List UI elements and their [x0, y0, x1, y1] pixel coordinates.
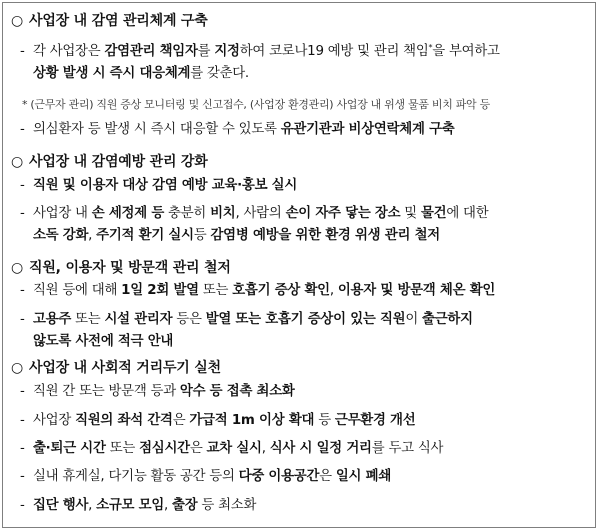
item-text: 등 — [314, 413, 335, 428]
section-title: 사업장 내 감염 관리체계 구축 — [29, 13, 208, 29]
item-dash: - — [20, 469, 25, 484]
section-3-heading — [11, 257, 231, 277]
section-4-item-1 — [20, 381, 295, 403]
bold-text: 소규모 모임 — [96, 498, 165, 513]
item-dash: - — [20, 122, 25, 137]
item-text: 사업장 내 — [33, 206, 92, 221]
section-4-item-5 — [20, 495, 256, 517]
bold-text: 점심시간 — [139, 441, 190, 456]
section-1-item-1 — [20, 37, 500, 85]
item-text: 실내 휴게실, 다기능 활동 공간 등의 — [33, 469, 239, 484]
item-line-continued — [20, 225, 488, 247]
item-line — [20, 498, 256, 513]
item-line — [20, 122, 454, 137]
bold-text: 1일 2회 발열 — [121, 283, 199, 298]
item-dash: - — [20, 312, 25, 327]
item-text: 또는 — [105, 441, 140, 456]
bold-text: 다중 이용공간 — [238, 469, 320, 484]
item-dash: - — [20, 44, 25, 59]
section-title: 사업장 내 감염예방 관리 강화 — [29, 154, 208, 170]
section-1-item-2 — [20, 119, 454, 141]
bold-text: 물건 — [420, 206, 447, 221]
bold-text: 출근하지 — [422, 312, 473, 327]
bold-text: 소독 강화 — [33, 228, 89, 243]
item-text: , — [88, 228, 97, 243]
section-marker: ○ — [11, 260, 24, 276]
item-text: , — [329, 283, 338, 298]
item-text: 또는 — [71, 312, 105, 327]
section-2-item-2 — [20, 203, 488, 247]
section-4-item-3 — [20, 438, 443, 460]
bold-text: 출·퇴근 시간 — [33, 441, 106, 456]
section-marker: ○ — [11, 13, 24, 29]
item-line — [20, 469, 391, 484]
item-text: 를 — [197, 44, 215, 59]
section-2-item-1 — [20, 175, 297, 197]
footnote-marker: * — [428, 43, 433, 52]
item-text: 이 — [405, 312, 423, 327]
bold-text: 손 세정제 등 — [91, 206, 165, 221]
bold-text: 교차 실시 — [206, 441, 262, 456]
item-text: 를 두고 식사 — [371, 441, 444, 456]
item-text: 직원 간 또는 방문객 등과 — [33, 384, 180, 399]
item-text: 등은 — [172, 312, 206, 327]
item-dash: - — [20, 441, 25, 456]
item-text: , — [261, 441, 270, 456]
bold-text: 식사 시 일정 거리 — [269, 441, 372, 456]
item-dash: - — [20, 283, 25, 298]
bold-text: 유관기관과 비상연락체계 구축 — [280, 122, 455, 137]
bold-text: 발열 또는 호흡기 증상이 있는 직원 — [205, 312, 406, 327]
bold-text: 이용자 및 방문객 체온 확인 — [337, 283, 496, 298]
item-text: 의심환자 등 발생 시 즉시 대응할 수 있도록 — [33, 122, 281, 137]
item-text: , — [88, 498, 97, 513]
item-text: 및 — [400, 206, 421, 221]
bold-text: 상황 발생 시 즉시 대응체계 — [33, 66, 191, 81]
item-dash: - — [20, 206, 25, 221]
item-line — [20, 44, 500, 59]
item-text: 또는 — [198, 283, 233, 298]
bold-text: 감염병 예방을 위한 환경 위생 관리 철저 — [210, 228, 440, 243]
item-dash: - — [20, 384, 25, 399]
item-text: 은 — [172, 413, 190, 428]
bold-text: 비치 — [210, 206, 236, 221]
bold-text: 시설 관리자 — [104, 312, 173, 327]
item-dash: - — [20, 178, 25, 193]
section-4-item-2 — [20, 410, 415, 432]
item-text: 사업장 — [33, 413, 76, 428]
item-text: , — [164, 498, 173, 513]
section-2-heading — [11, 151, 208, 171]
section-title: 사업장 내 사회적 거리두기 실천 — [29, 360, 221, 376]
bold-text: 주기적 환기 실시 — [96, 228, 194, 243]
bold-text: 감염관리 책임자 — [104, 44, 198, 59]
item-line-continued — [20, 331, 473, 353]
item-text: 등 — [193, 228, 211, 243]
bold-text: 직원의 좌석 간격 — [75, 413, 173, 428]
bold-text: 지정 — [214, 44, 240, 59]
section-4-heading — [11, 357, 221, 377]
item-text: 충분히 — [164, 206, 211, 221]
item-text: 직원 등에 대해 — [33, 283, 122, 298]
bold-text: 출장 — [172, 498, 198, 513]
item-line — [20, 206, 488, 221]
item-dash: - — [20, 413, 25, 428]
item-text: 각 사업장은 — [33, 44, 105, 59]
item-line — [20, 312, 473, 327]
item-text: 은 — [189, 441, 207, 456]
section-1-heading — [11, 10, 208, 30]
bold-text: 악수 등 접촉 최소화 — [179, 384, 295, 399]
section-3-item-1 — [20, 280, 495, 302]
item-text: , 사람의 — [235, 206, 286, 221]
bold-text: 집단 행사 — [33, 498, 89, 513]
bold-text: 손이 자주 닿는 장소 — [285, 206, 401, 221]
section-title: 직원, 이용자 및 방문객 관리 철저 — [29, 260, 231, 276]
item-line — [20, 283, 495, 298]
item-dash: - — [20, 498, 25, 513]
item-line — [20, 441, 443, 456]
item-text: 등 최소화 — [197, 498, 257, 513]
section-marker: ○ — [11, 360, 24, 376]
item-text: 를 갖춘다. — [190, 66, 249, 81]
item-line — [20, 413, 415, 428]
item-line — [20, 384, 295, 399]
bold-text: 고용주 — [33, 312, 72, 327]
bold-text: 않도록 사전에 적극 안내 — [33, 334, 174, 349]
section-3-item-2 — [20, 309, 473, 353]
bold-text: 직원 및 이용자 대상 감염 예방 교육·홍보 실시 — [33, 178, 298, 193]
bold-text: 가급적 1m 이상 확대 — [189, 413, 315, 428]
item-line — [20, 178, 297, 193]
item-text: 하여 코로나19 예방 및 관리 책임 — [239, 44, 429, 59]
section-1-note: * (근무자 관리) 직원 증상 모니터링 및 신고접수, (사업장 환경관리) 사업장 내 위생 물품 비치 파악 등 — [22, 98, 490, 111]
bold-text: 일시 폐쇄 — [335, 469, 392, 484]
bold-text: 근무환경 개선 — [334, 413, 416, 428]
item-text: 을 부여하고 — [432, 44, 500, 59]
item-text: 에 대한 — [446, 206, 489, 221]
section-4-item-4 — [20, 466, 391, 488]
section-marker: ○ — [11, 154, 24, 170]
bold-text: 호흡기 증상 확인 — [232, 283, 330, 298]
item-line-continued — [20, 63, 500, 85]
item-text: 은 — [319, 469, 336, 484]
